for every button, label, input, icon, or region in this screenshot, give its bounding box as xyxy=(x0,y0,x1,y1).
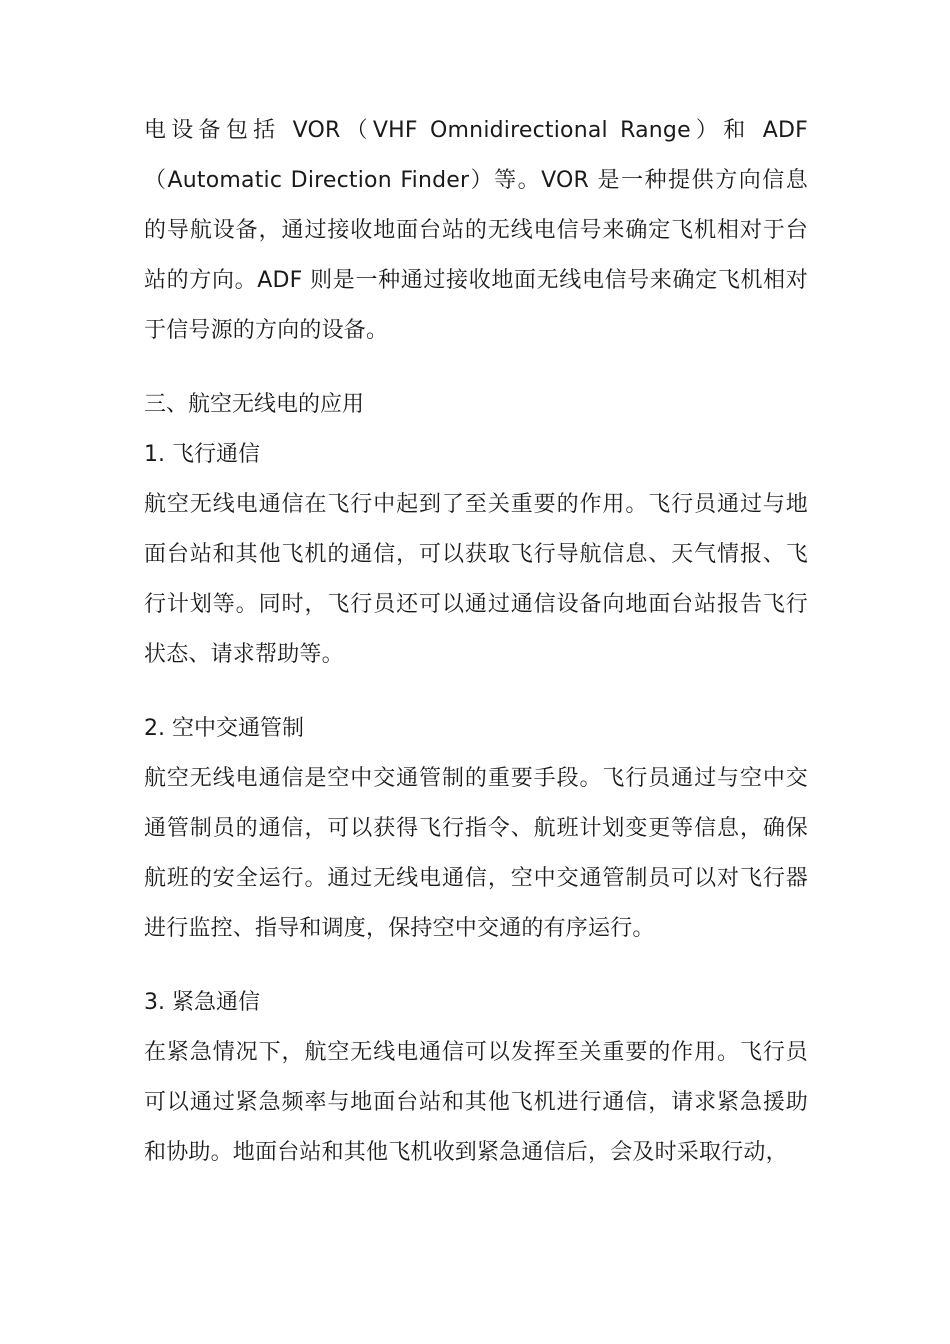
subsection-heading-flight-communication: 1. 飞行通信 xyxy=(144,442,260,467)
subsection-body-air-traffic-control: 航空无线电通信是空中交通管制的重要手段。飞行员通过与空中交通管制员的通信，可以获得飞行指令、航班计划变更等信息，确保航班的安全运行。通过无线电通信，空中交通管制员可以对飞行器进行监控、指导和调度，保持空中交通的有序运行。 xyxy=(144,766,808,941)
subsection-heading-emergency-communication: 3. 紧急通信 xyxy=(144,990,260,1015)
section-title: 三、航空无线电的应用 xyxy=(144,392,365,417)
subsection-body-flight-communication: 航空无线电通信在飞行中起到了至关重要的作用。飞行员通过与地面台站和其他飞机的通信，可以获取飞行导航信息、天气情报、飞行计划等。同时，飞行员还可以通过通信设备向地面台站报告飞行状态、请求帮助等。 xyxy=(144,492,808,667)
subsection-heading-air-traffic-control: 2. 空中交通管制 xyxy=(144,716,304,741)
subsection-body-emergency-communication: 在紧急情况下，航空无线电通信可以发挥至关重要的作用。飞行员可以通过紧急频率与地面台站和其他飞机进行通信，请求紧急援助和协助。地面台站和其他飞机收到紧急通信后，会及时采取行动， xyxy=(144,1040,808,1165)
document-page xyxy=(144,106,808,1178)
intro-paragraph: 电设备包括 VOR（VHF Omnidirectional Range）和 ADF（Automatic Direction Finder）等。VOR 是一种提供方向信息的导航设备，通过接收地面台站的无线电信号来确定飞机相对于台站的方向。ADF 则是一种通过接收地面无线电信号来确定飞机相对于信号源的方向的设备。 xyxy=(144,118,808,343)
